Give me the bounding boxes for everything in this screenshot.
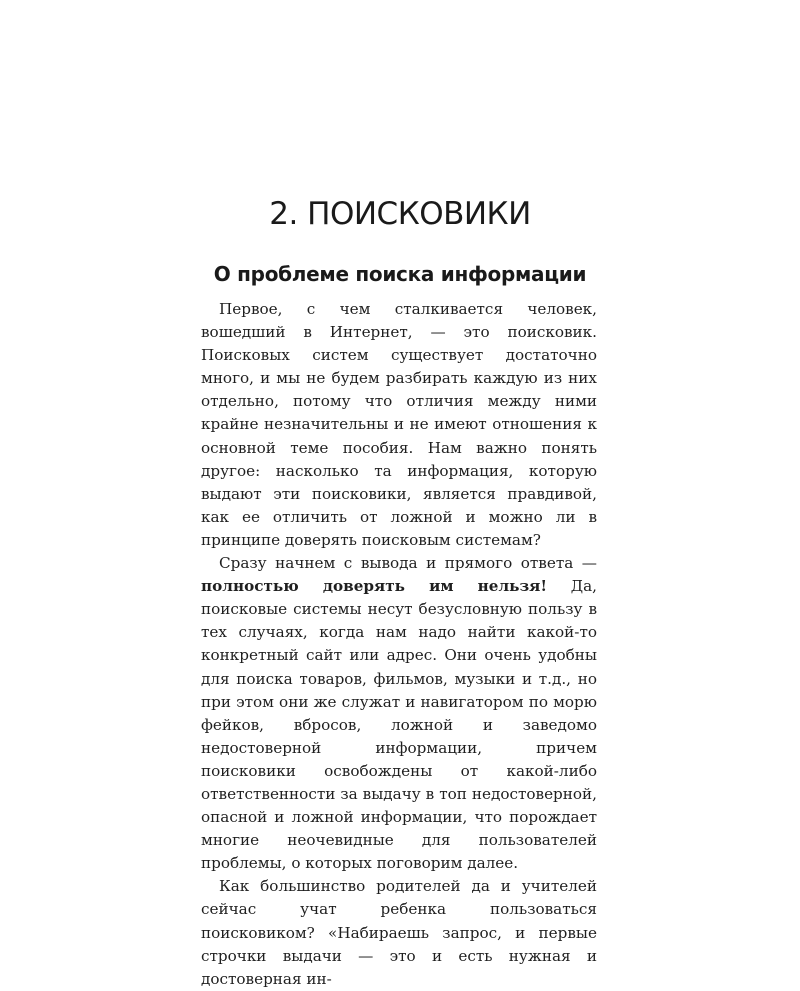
body-text: [201, 298, 597, 991]
paragraph-2-rest: Да, поисковые системы несут безусловную пользу в тех случаях, когда нам надо найти какой-то конкретный сайт или адрес. Они очень удобны для поиска товаров, фильмов, музыки и т.д., но при этом они же служат и навигатором по морю фейков, вбросов, ложной и заведомо недостоверной информации, причем поисковики освобождены от какой-либо ответственности за выдачу в топ недостоверной, опасной и ложной информации, что порождает многие неочевидные для пользователей проблемы, о которых поговорим далее.: [201, 577, 597, 873]
chapter-title: 2. ПОИСКОВИКИ: [269, 196, 531, 232]
paragraph-1: Первое, с чем сталкивается человек, вошедший в Интернет, — это поисковик. Поисковых систем существует достаточно много, и мы не будем разбирать каждую из них отдельно, потому что отличия между ними крайне незначительны и не имеют отношения к основной теме пособия. Нам важно понять другое: насколько та информация, которую выдают эти поисковики, является правдивой, как ее отличить от ложной и можно ли в принципе доверять поисковым системам?: [201, 300, 597, 549]
paragraph-3: Как большинство родителей да и учителей сейчас учат ребенка пользоваться поисковиком? «Набираешь запрос, и первые строчки выдачи — это и есть нужная и достоверная ин-: [201, 877, 597, 988]
section-heading: О проблеме поиска информации: [213, 262, 587, 286]
paragraph-2-lead: Сразу начнем с вывода и прямого ответа —: [219, 554, 597, 573]
paragraph-2: [201, 552, 597, 875]
paragraph-2-bold: полностью доверять им нельзя!: [201, 577, 548, 596]
